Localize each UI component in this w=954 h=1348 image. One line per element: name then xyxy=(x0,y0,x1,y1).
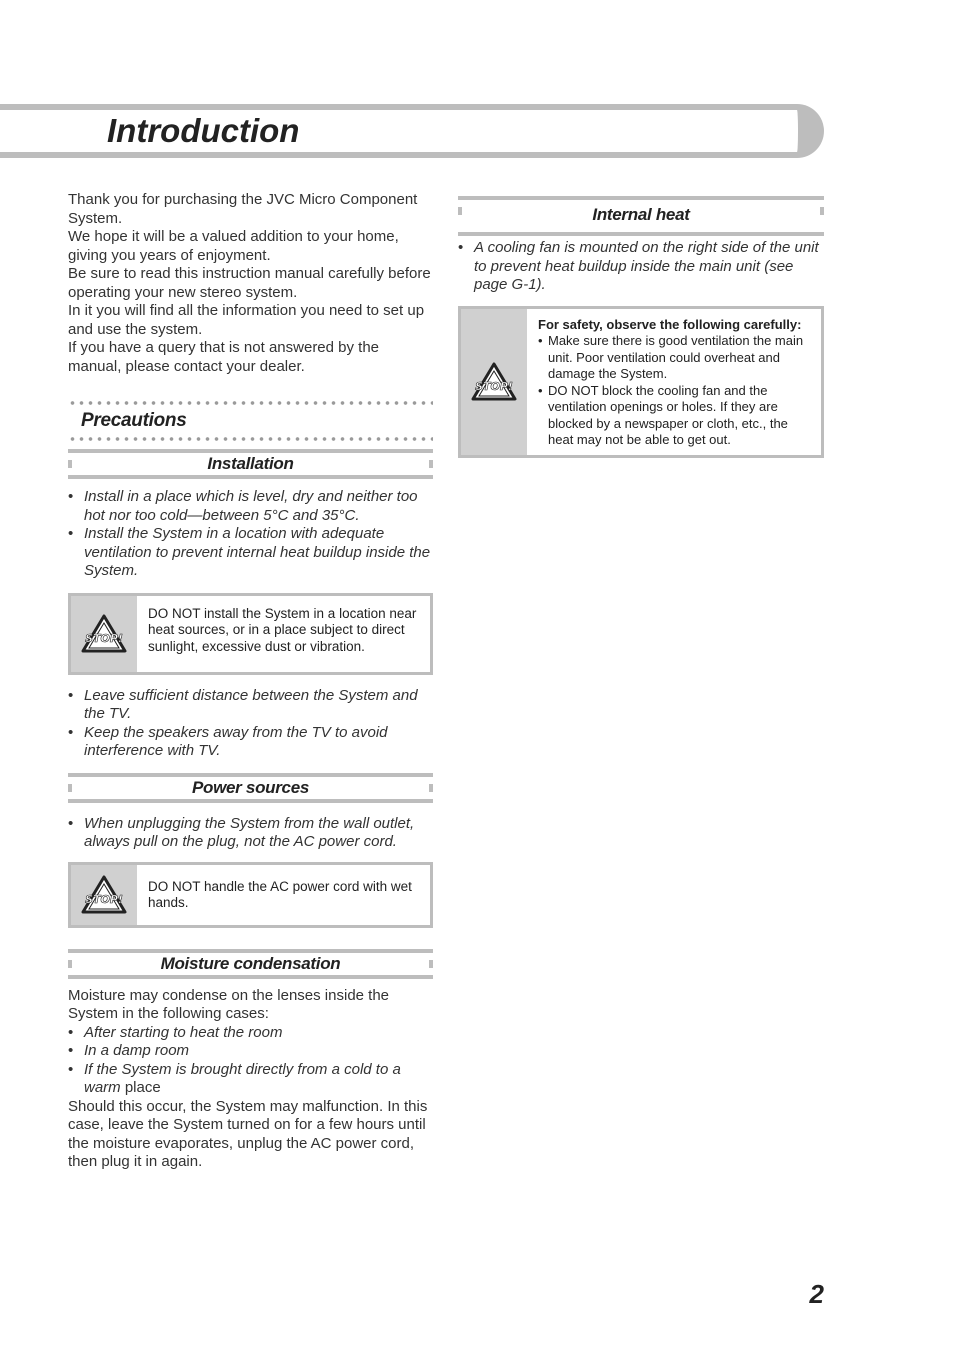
precautions-header xyxy=(68,401,433,441)
list-item: • After starting to heat the room xyxy=(68,1024,433,1043)
installation-list-2 xyxy=(68,687,433,761)
power-list xyxy=(68,815,433,852)
moisture-intro: Moisture may condense on the lenses inside the System in the following cases: xyxy=(68,986,390,1022)
warning-text xyxy=(137,865,430,925)
warning-text xyxy=(137,596,430,672)
intro-text xyxy=(68,191,433,376)
warning-item: • Make sure there is good ventilation the main unit. Poor ventilation could overheat and damage the System. xyxy=(538,333,813,383)
svg-text:STOP!: STOP! xyxy=(475,379,513,393)
list-item xyxy=(68,1061,433,1098)
dotted-divider xyxy=(68,437,433,441)
warning-item: • DO NOT block the cooling fan and the ventilation openings or holes. If they are blocked by a newspaper or cloth, etc., the heat may not be able to get out. xyxy=(538,383,813,449)
internal-heat-heading-text: Internal heat xyxy=(592,205,690,224)
svg-text:STOP!: STOP! xyxy=(85,631,123,645)
list-item: • Leave sufficient distance between the System and the TV. xyxy=(68,687,433,724)
power-warning-box xyxy=(68,862,433,928)
warning-heading: For safety, observe the following carefully: xyxy=(538,316,802,332)
precautions-title: Precautions xyxy=(81,410,187,431)
installation-heading xyxy=(68,449,433,479)
svg-text:STOP!: STOP! xyxy=(85,892,123,906)
internal-heat-warning-box xyxy=(458,306,824,458)
installation-warning: DO NOT install the System in a location near heat sources, or in a place subject to direct sunlight, excessive dust or vibration. xyxy=(148,605,417,654)
list-item: • In a damp room xyxy=(68,1042,433,1061)
left-column xyxy=(68,191,433,1172)
stop-sign-icon xyxy=(461,309,527,455)
intro-paragraph: Be sure to read this instruction manual carefully before operating your new stereo system. xyxy=(68,265,431,301)
installation-heading-text: Installation xyxy=(207,454,294,473)
stop-sign-icon xyxy=(71,865,137,925)
list-item: • Install in a place which is level, dry and neither too hot nor too cold—between 5°C and 35°C. xyxy=(68,488,433,525)
moisture-heading-text: Moisture condensation xyxy=(160,953,341,973)
internal-heat-list xyxy=(458,239,824,295)
page-title: Introduction xyxy=(107,112,300,149)
right-column xyxy=(458,196,824,458)
moisture-list xyxy=(68,1024,433,1098)
list-item: • Install the System in a location with adequate ventilation to prevent internal heat buildup inside the System. xyxy=(68,525,433,581)
warning-text xyxy=(527,309,821,455)
power-sources-heading xyxy=(68,773,433,803)
page-number: 2 xyxy=(809,1279,824,1309)
moisture-outro: Should this occur, the System may malfunction. In this case, leave the System turned on for a few hours until the moisture evaporates, unplug the AC power cord, then plug it in again. xyxy=(68,1097,428,1170)
power-sources-heading-text: Power sources xyxy=(191,777,310,797)
intro-paragraph: If you have a query that is not answered by the manual, please contact your dealer. xyxy=(68,339,380,375)
list-item: • A cooling fan is mounted on the right side of the unit to prevent heat buildup inside the main unit (see page G-1). xyxy=(458,239,824,295)
power-warning: DO NOT handle the AC power cord with wet hands. xyxy=(148,878,412,910)
list-item: • Keep the speakers away from the TV to avoid interference with TV. xyxy=(68,724,433,761)
stop-sign-icon xyxy=(71,596,137,672)
intro-paragraph: We hope it will be a valued addition to your home, giving you years of enjoyment. xyxy=(68,228,399,264)
installation-list xyxy=(68,488,433,581)
intro-paragraph: In it you will find all the information you need to set up and use the system. xyxy=(68,302,425,338)
moisture-heading xyxy=(68,949,433,979)
list-item: • When unplugging the System from the wall outlet, always pull on the plug, not the AC power cord. xyxy=(68,815,433,852)
installation-warning-box xyxy=(68,593,433,675)
warning-list xyxy=(538,333,813,449)
internal-heat-heading xyxy=(458,196,824,236)
intro-paragraph: Thank you for purchasing the JVC Micro Component System. xyxy=(68,191,418,227)
dotted-divider xyxy=(68,401,433,405)
list-item-italic: If the System is brought directly from a cold to a warm xyxy=(84,1060,401,1096)
list-item-plain: place xyxy=(120,1079,161,1096)
